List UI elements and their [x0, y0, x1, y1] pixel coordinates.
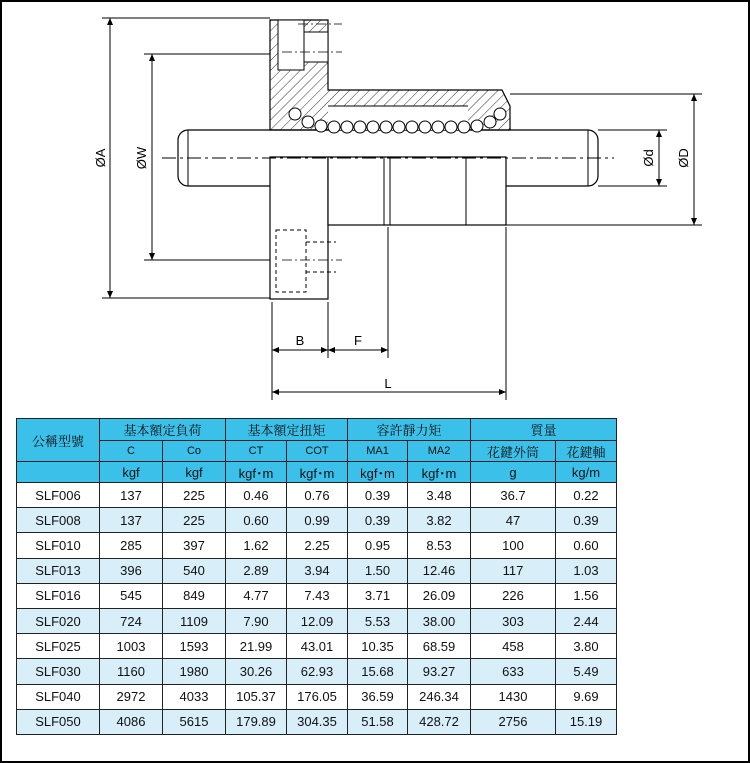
cell-shaft-mass: 9.69	[556, 684, 617, 709]
cell-model: SLF010	[17, 533, 100, 558]
cell-shaft-mass: 1.03	[556, 558, 617, 583]
cell-nut-mass: 36.7	[471, 483, 556, 508]
cell-c0: 1109	[163, 608, 226, 633]
cell-shaft-mass: 2.44	[556, 608, 617, 633]
cell-ma2: 3.48	[408, 483, 471, 508]
cell-ma2: 8.53	[408, 533, 471, 558]
header-ma1: MA1	[348, 441, 408, 462]
unit-ma1: kgf･m	[348, 462, 408, 483]
cell-ma2: 38.00	[408, 608, 471, 633]
cell-ct: 0.46	[226, 483, 287, 508]
cell-c: 4086	[100, 709, 163, 734]
cell-nut-mass: 117	[471, 558, 556, 583]
cell-c: 137	[100, 483, 163, 508]
page-frame	[2, 2, 748, 761]
cell-nut-mass: 2756	[471, 709, 556, 734]
cell-shaft-mass: 0.60	[556, 533, 617, 558]
cell-c0: 225	[163, 483, 226, 508]
unit-c: kgf	[100, 462, 163, 483]
dim-f-label: F	[354, 333, 362, 348]
cell-c0t: 3.94	[287, 558, 348, 583]
header-shaft-mass: 花鍵軸	[556, 441, 617, 462]
dim-l-label: L	[384, 376, 392, 391]
table-row	[17, 709, 617, 734]
cell-nut-mass: 1430	[471, 684, 556, 709]
dim-d-large-label: ØD	[676, 148, 691, 168]
cell-model: SLF013	[17, 558, 100, 583]
technical-drawing	[2, 2, 748, 412]
unit-ct: kgf･m	[226, 462, 287, 483]
cell-c0t: 12.09	[287, 608, 348, 633]
cell-c: 396	[100, 558, 163, 583]
cell-nut-mass: 226	[471, 583, 556, 608]
cell-ct: 7.90	[226, 608, 287, 633]
cell-ma1: 3.71	[348, 583, 408, 608]
cell-c0t: 0.76	[287, 483, 348, 508]
cell-ma1: 5.53	[348, 608, 408, 633]
unit-c0t: kgf･m	[287, 462, 348, 483]
cell-ma1: 0.39	[348, 508, 408, 533]
cell-ct: 0.60	[226, 508, 287, 533]
dim-d-small	[598, 130, 667, 186]
table-row	[17, 608, 617, 633]
dim-d-small-label: Ød	[641, 149, 656, 167]
cell-c: 1160	[100, 659, 163, 684]
unit-ma2: kgf･m	[408, 462, 471, 483]
table-row	[17, 508, 617, 533]
cell-shaft-mass: 3.80	[556, 634, 617, 659]
header-c0t: COT	[287, 441, 348, 462]
cell-c0t: 176.05	[287, 684, 348, 709]
cell-ma2: 246.34	[408, 684, 471, 709]
dim-w-label: ØW	[134, 146, 149, 170]
cell-ma1: 1.50	[348, 558, 408, 583]
nut-section-upper	[270, 20, 510, 130]
dim-b-label: B	[295, 333, 305, 348]
cell-shaft-mass: 0.39	[556, 508, 617, 533]
cell-c0t: 43.01	[287, 634, 348, 659]
cell-ct: 1.62	[226, 533, 287, 558]
cell-ma1: 10.35	[348, 634, 408, 659]
cell-c0: 5615	[163, 709, 226, 734]
table-row	[17, 684, 617, 709]
cell-c: 1003	[100, 634, 163, 659]
cell-nut-mass: 303	[471, 608, 556, 633]
cell-c0: 1980	[163, 659, 226, 684]
cell-ma1: 15.68	[348, 659, 408, 684]
cell-ma1: 0.39	[348, 483, 408, 508]
cell-ma2: 12.46	[408, 558, 471, 583]
cell-nut-mass: 47	[471, 508, 556, 533]
cell-ct: 179.89	[226, 709, 287, 734]
header-static-moment: 容許靜力矩	[348, 419, 471, 441]
table-row	[17, 483, 617, 508]
cell-c0: 540	[163, 558, 226, 583]
table-row	[17, 634, 617, 659]
cell-ma2: 68.59	[408, 634, 471, 659]
header-model: 公稱型號	[17, 419, 100, 462]
cell-model: SLF050	[17, 709, 100, 734]
cell-ct: 4.77	[226, 583, 287, 608]
cell-model: SLF008	[17, 508, 100, 533]
cell-c0t: 304.35	[287, 709, 348, 734]
unit-shaft: kg/m	[556, 462, 617, 483]
cell-ma2: 3.82	[408, 508, 471, 533]
cell-ma1: 36.59	[348, 684, 408, 709]
cell-c0: 225	[163, 508, 226, 533]
cell-c0t: 62.93	[287, 659, 348, 684]
table-row	[17, 659, 617, 684]
table-row	[17, 533, 617, 558]
cell-ct: 105.37	[226, 684, 287, 709]
table-row	[17, 583, 617, 608]
cell-shaft-mass: 1.56	[556, 583, 617, 608]
cell-model: SLF030	[17, 659, 100, 684]
header-c: C	[100, 441, 163, 462]
cell-c: 137	[100, 508, 163, 533]
header-load: 基本額定負荷	[100, 419, 226, 441]
cell-c0: 4033	[163, 684, 226, 709]
cell-ma1: 51.58	[348, 709, 408, 734]
header-nut-mass: 花鍵外筒	[471, 441, 556, 462]
cell-c0t: 7.43	[287, 583, 348, 608]
cell-shaft-mass: 5.49	[556, 659, 617, 684]
cell-shaft-mass: 15.19	[556, 709, 617, 734]
cell-model: SLF006	[17, 483, 100, 508]
header-ma2: MA2	[408, 441, 471, 462]
cell-model: SLF040	[17, 684, 100, 709]
cell-c0t: 0.99	[287, 508, 348, 533]
unit-c0: kgf	[163, 462, 226, 483]
dim-a-label: ØA	[93, 148, 108, 168]
cell-ma2: 26.09	[408, 583, 471, 608]
cell-ma2: 428.72	[408, 709, 471, 734]
cell-shaft-mass: 0.22	[556, 483, 617, 508]
cell-c: 2972	[100, 684, 163, 709]
cell-c0: 397	[163, 533, 226, 558]
cell-c0: 1593	[163, 634, 226, 659]
unit-nut: g	[471, 462, 556, 483]
header-c0: Co	[163, 441, 226, 462]
cell-c0t: 2.25	[287, 533, 348, 558]
cell-ct: 21.99	[226, 634, 287, 659]
cell-nut-mass: 100	[471, 533, 556, 558]
cell-c: 545	[100, 583, 163, 608]
spec-table	[16, 418, 617, 735]
header-ct: CT	[226, 441, 287, 462]
cell-c0: 849	[163, 583, 226, 608]
cell-nut-mass: 633	[471, 659, 556, 684]
header-unit-blank	[17, 462, 100, 483]
header-torque: 基本額定扭矩	[226, 419, 348, 441]
cell-c: 285	[100, 533, 163, 558]
cell-ct: 2.89	[226, 558, 287, 583]
cell-ma2: 93.27	[408, 659, 471, 684]
table-row	[17, 558, 617, 583]
cell-c: 724	[100, 608, 163, 633]
cell-ct: 30.26	[226, 659, 287, 684]
cell-model: SLF025	[17, 634, 100, 659]
cell-nut-mass: 458	[471, 634, 556, 659]
cell-ma1: 0.95	[348, 533, 408, 558]
cell-model: SLF016	[17, 583, 100, 608]
header-mass: 質量	[471, 419, 617, 441]
cell-model: SLF020	[17, 608, 100, 633]
